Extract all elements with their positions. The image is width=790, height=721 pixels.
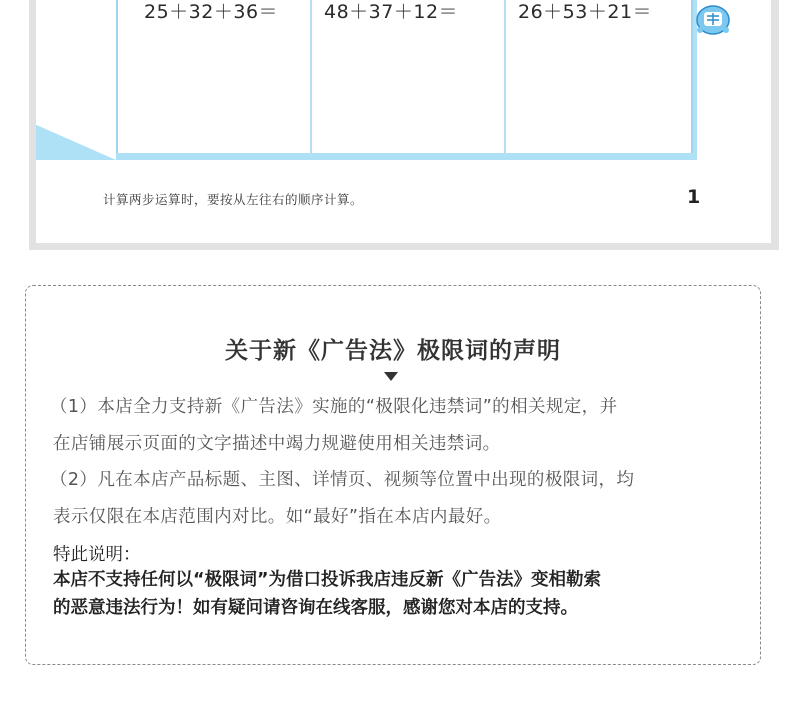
equation-1: 25＋32＋36＝ [144,1,279,23]
advertising-law-notice [25,285,761,665]
paragraph-line: （1）本店全力支持新《广告法》实施的“极限化违禁词”的相关规定，并 [50,397,618,417]
column-divider [504,0,506,153]
equation-3: 26＋53＋21＝ [518,1,653,23]
paragraph-line: 表示仅限在本店范围内对比。如“最好”指在本店内最好。 [53,507,502,527]
notice-paragraph-2 [50,462,750,536]
notice-title: 关于新《广告法》极限词的声明 [225,338,561,364]
paragraph-line: 在店铺展示页面的文字描述中竭力规避使用相关违禁词。 [53,434,501,454]
statement-line: 的恶意违法行为！如有疑问请咨询在线客服，感谢您对本店的支持。 [53,598,578,618]
calculation-mascot-icon [694,0,732,36]
equation-2: 48＋37＋12＝ [324,1,459,23]
worksheet-page [29,0,779,250]
special-statement [53,566,753,622]
page-number: 1 [687,186,701,208]
worksheet-tip: 计算两步运算时，要按从左往右的顺序计算。 [103,192,364,207]
special-heading: 特此说明： [53,545,141,565]
triangle-down-icon [384,372,398,381]
statement-line: 本店不支持任何以“极限词”为借口投诉我店违反新《广告法》变相勒索 [53,570,602,590]
notice-paragraph-1 [50,389,750,463]
paragraph-line: （2）凡在本店产品标题、主图、详情页、视频等位置中出现的极限词，均 [50,470,635,490]
equation-box [116,0,693,153]
column-divider [310,0,312,153]
